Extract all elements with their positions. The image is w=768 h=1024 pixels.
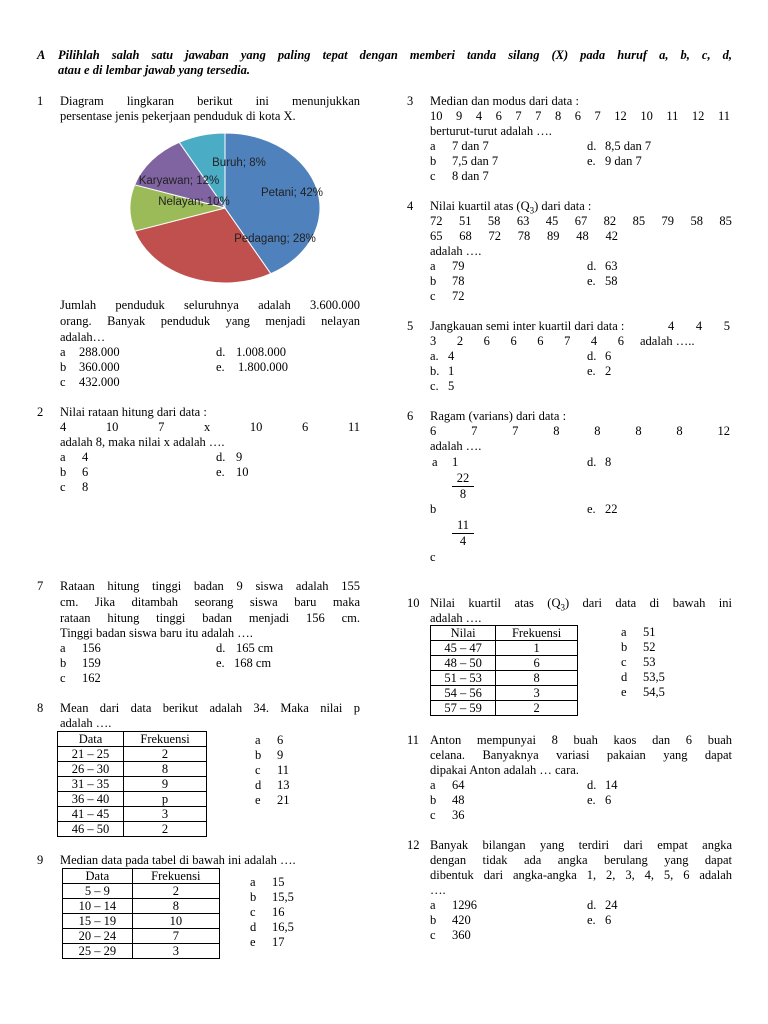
table-cell: 51 – 53 bbox=[431, 671, 496, 686]
q6-fraction-22-8: $\frac{22}{8}$ bbox=[452, 471, 474, 502]
q12-line-4: …. bbox=[430, 883, 446, 897]
pie-label-nelayan: Nelayan; 10% bbox=[158, 196, 230, 208]
table-cell: 15 – 19 bbox=[63, 914, 133, 929]
q6-line-1: Ragam (varians) dari data : bbox=[430, 409, 567, 423]
data-value: 6 bbox=[510, 334, 517, 348]
table-row bbox=[63, 899, 220, 914]
data-value: 51 bbox=[458, 214, 472, 228]
table-cell: 5 – 9 bbox=[63, 884, 133, 899]
instruction-line-1: Pilihlah salah satu jawaban yang paling tepat dengan memberi tanda silang (X) pada huruf a, b, c, d, bbox=[58, 48, 732, 62]
data-value: 7 bbox=[512, 424, 519, 438]
data-value: 8 bbox=[676, 424, 683, 438]
data-value: 10 bbox=[640, 109, 653, 123]
q4-number: 4 bbox=[407, 199, 414, 213]
table-cell: 8 bbox=[132, 899, 219, 914]
q6-number: 6 bbox=[407, 409, 414, 423]
q5-data-row-2 bbox=[430, 334, 624, 349]
q9-frequency-table bbox=[62, 868, 220, 959]
data-value: 12 bbox=[691, 109, 705, 123]
data-value: 7 bbox=[158, 420, 165, 434]
table-row bbox=[431, 686, 578, 701]
data-value: 85 bbox=[719, 214, 732, 228]
q3-line-3: berturut-turut adalah …. bbox=[430, 124, 552, 138]
table-row bbox=[58, 792, 207, 807]
table-row bbox=[431, 671, 578, 686]
table-row bbox=[63, 914, 220, 929]
table-cell: 3 bbox=[496, 686, 578, 701]
table-row bbox=[63, 944, 220, 959]
table-header-cell: Data bbox=[63, 869, 133, 884]
q2-number: 2 bbox=[37, 405, 44, 419]
q8-frequency-table bbox=[57, 731, 207, 837]
table-header-cell: Frekuensi bbox=[496, 626, 578, 641]
q6-data-row bbox=[430, 424, 730, 439]
q12-line-3: dibentuk dari angka-angka 1, 2, 3, 4, 5, 6 adalah bbox=[430, 868, 732, 882]
table-cell: 26 – 30 bbox=[58, 762, 124, 777]
data-value: 82 bbox=[603, 214, 617, 228]
data-value: 72 bbox=[488, 229, 501, 243]
q8-line-1: Mean dari data berikut adalah 34. Maka nilai p bbox=[60, 701, 360, 715]
q1-line-2: persentase jenis pekerjaan penduduk di kota X. bbox=[60, 109, 296, 123]
table-cell: 36 – 40 bbox=[58, 792, 124, 807]
q10-line-1: Nilai kuartil atas $(Q_3)$ dari data di bawah ini bbox=[430, 596, 732, 613]
q9-line-1: Median data pada tabel di bawah ini adalah …. bbox=[60, 853, 296, 867]
pie-chart bbox=[124, 130, 324, 290]
table-header-row bbox=[58, 732, 207, 747]
section-letter: A bbox=[37, 48, 46, 62]
q5-line-1: Jangkauan semi inter kuartil dari data : bbox=[430, 319, 625, 333]
q1-after-line-3: adalah… bbox=[60, 330, 106, 344]
data-value: 11 bbox=[717, 109, 730, 123]
table-row bbox=[58, 747, 207, 762]
table-cell: 10 – 14 bbox=[63, 899, 133, 914]
data-value: 8 bbox=[594, 424, 601, 438]
table-row bbox=[58, 807, 207, 822]
q11-line-1: Anton mempunyai 8 buah kaos dan 6 buah bbox=[430, 733, 732, 747]
data-value: 72 bbox=[430, 214, 443, 228]
data-value: 6 bbox=[617, 334, 624, 348]
data-value: 3 bbox=[430, 334, 437, 348]
table-row bbox=[431, 656, 578, 671]
q3-line-1: Median dan modus dari data : bbox=[430, 94, 579, 108]
data-value: 4 bbox=[695, 319, 703, 333]
q10-number: 10 bbox=[407, 596, 420, 610]
data-value: 4 bbox=[475, 109, 483, 123]
data-value: 10 bbox=[430, 109, 443, 123]
data-value: 42 bbox=[605, 229, 618, 243]
table-row bbox=[58, 762, 207, 777]
table-cell: 6 bbox=[496, 656, 578, 671]
table-cell: 1 bbox=[496, 641, 578, 656]
q12-number: 12 bbox=[407, 838, 420, 852]
q12-line-2: dengan tidak ada angka berulang yang dapat bbox=[430, 853, 732, 867]
data-value: 85 bbox=[632, 214, 646, 228]
q11-number: 11 bbox=[407, 733, 420, 747]
data-value: 65 bbox=[430, 229, 443, 243]
table-cell: 10 bbox=[132, 914, 219, 929]
q7-line-1: Rataan hitung tinggi badan 9 siswa adalah 155 bbox=[60, 579, 360, 593]
data-value: 78 bbox=[517, 229, 531, 243]
q11-line-2: celana. Banyaknya variasi pakaian yang dapat bbox=[430, 748, 732, 762]
data-value: 6 bbox=[302, 420, 309, 434]
table-header-cell: Nilai bbox=[431, 626, 496, 641]
q7-line-2: cm. Jika ditambah seorang siswa baru maka bbox=[60, 595, 360, 609]
data-value: 63 bbox=[516, 214, 530, 228]
table-row bbox=[58, 822, 207, 837]
q1-line-1: Diagram lingkaran berikut ini menunjukkan bbox=[60, 94, 360, 108]
table-cell: 45 – 47 bbox=[431, 641, 496, 656]
q6-fraction-11-4: $\frac{11}{4}$ bbox=[452, 518, 474, 549]
data-value: 67 bbox=[574, 214, 588, 228]
table-row bbox=[431, 701, 578, 716]
q10-line-2: adalah …. bbox=[430, 611, 482, 625]
q4-line-4: adalah …. bbox=[430, 244, 482, 258]
table-cell: 2 bbox=[132, 884, 219, 899]
table-cell: 3 bbox=[124, 807, 207, 822]
q10-frequency-table bbox=[430, 625, 578, 716]
data-value: 10 bbox=[105, 420, 119, 434]
data-value: 10 bbox=[249, 420, 263, 434]
table-cell: 2 bbox=[124, 747, 207, 762]
table-header-cell: Frekuensi bbox=[124, 732, 207, 747]
data-value: 7 bbox=[564, 334, 571, 348]
q1-after-line-1: Jumlah penduduk seluruhnya adalah 3.600.000 bbox=[60, 298, 360, 312]
table-cell: 21 – 25 bbox=[58, 747, 124, 762]
data-value: 4 bbox=[668, 319, 675, 333]
q2-data-row bbox=[60, 420, 360, 435]
data-value: 7 bbox=[594, 109, 601, 123]
table-header-cell: Frekuensi bbox=[132, 869, 219, 884]
q3-number: 3 bbox=[407, 94, 414, 108]
data-value: 68 bbox=[459, 229, 472, 243]
data-value: 12 bbox=[614, 109, 627, 123]
table-cell: 9 bbox=[124, 777, 207, 792]
table-cell: 2 bbox=[496, 701, 578, 716]
q7-number: 7 bbox=[37, 579, 44, 593]
table-header-row bbox=[63, 869, 220, 884]
data-value: 6 bbox=[430, 424, 437, 438]
pie-label-petani: Petani; 42% bbox=[260, 187, 324, 199]
table-cell: p bbox=[124, 792, 207, 807]
q4-line-1: Nilai kuartil atas $(Q_3)$ dari data : bbox=[430, 199, 592, 216]
q8-line-2: adalah …. bbox=[60, 716, 112, 730]
instruction-line-2: atau e di lembar jawab yang tersedia. bbox=[58, 63, 251, 77]
table-header-row bbox=[431, 626, 578, 641]
data-value: 9 bbox=[456, 109, 463, 123]
q11-line-3: dipakai Anton adalah … cara. bbox=[430, 763, 579, 777]
q8-number: 8 bbox=[37, 701, 44, 715]
q2-line-1: Nilai rataan hitung dari data : bbox=[60, 405, 207, 419]
data-value: 8 bbox=[635, 424, 642, 438]
q9-number: 9 bbox=[37, 853, 44, 867]
data-value: 58 bbox=[690, 214, 703, 228]
q5-row2-tail: adalah ….. bbox=[640, 334, 695, 348]
table-row bbox=[58, 777, 207, 792]
table-cell: 8 bbox=[124, 762, 207, 777]
table-cell: 20 – 24 bbox=[63, 929, 133, 944]
table-cell: 46 – 50 bbox=[58, 822, 124, 837]
data-value: 7 bbox=[471, 424, 478, 438]
data-value: 11 bbox=[666, 109, 679, 123]
table-cell: 25 – 29 bbox=[63, 944, 133, 959]
data-value: 12 bbox=[717, 424, 730, 438]
data-value: 6 bbox=[495, 109, 502, 123]
pie-label-buruh: Buruh; 8% bbox=[212, 157, 266, 169]
table-cell: 31 – 35 bbox=[58, 777, 124, 792]
q6-line-3: adalah …. bbox=[430, 439, 482, 453]
data-value: 48 bbox=[576, 229, 589, 243]
q2-line-3: adalah 8, maka nilai x adalah …. bbox=[60, 435, 225, 449]
table-cell: 2 bbox=[124, 822, 207, 837]
table-header-cell: Data bbox=[58, 732, 124, 747]
q5-data-row-1 bbox=[668, 319, 730, 334]
q7-line-4: Tinggi badan siswa baru itu adalah …. bbox=[60, 626, 253, 640]
table-cell: 54 – 56 bbox=[431, 686, 496, 701]
data-value: 6 bbox=[574, 109, 581, 123]
data-value: 8 bbox=[554, 109, 562, 123]
data-value: 6 bbox=[483, 334, 490, 348]
q12-line-1: Banyak bilangan yang terdiri dari empat angka bbox=[430, 838, 732, 852]
pie-label-pedagang: Pedagang; 28% bbox=[234, 233, 316, 245]
pie-label-karyawan: Karyawan; 12% bbox=[138, 175, 220, 187]
data-value: 8 bbox=[553, 424, 560, 438]
data-value: 7 bbox=[515, 109, 522, 123]
table-cell: 48 – 50 bbox=[431, 656, 496, 671]
table-cell: 41 – 45 bbox=[58, 807, 124, 822]
q3-data-row bbox=[430, 109, 730, 124]
table-cell: 3 bbox=[132, 944, 219, 959]
q5-number: 5 bbox=[407, 319, 414, 333]
q4-data-row-2 bbox=[430, 229, 618, 244]
q1-number: 1 bbox=[37, 94, 44, 108]
table-cell: 8 bbox=[496, 671, 578, 686]
data-value: 89 bbox=[547, 229, 560, 243]
table-cell: 57 – 59 bbox=[431, 701, 496, 716]
table-row bbox=[63, 929, 220, 944]
table-row bbox=[63, 884, 220, 899]
data-value: 58 bbox=[487, 214, 501, 228]
q1-after-line-2: orang. Banyak penduduk yang menjadi nelayan bbox=[60, 314, 360, 328]
data-value: 2 bbox=[456, 334, 464, 348]
data-value: 7 bbox=[535, 109, 542, 123]
data-value: 79 bbox=[661, 214, 674, 228]
data-value: 11 bbox=[347, 420, 360, 434]
data-value: 5 bbox=[723, 319, 730, 333]
data-value: 4 bbox=[590, 334, 598, 348]
q7-line-3: rataan hitung tinggi badan menjadi 156 cm. bbox=[60, 611, 360, 625]
table-cell: 7 bbox=[132, 929, 219, 944]
data-value: x bbox=[203, 420, 211, 434]
data-value: 45 bbox=[545, 214, 559, 228]
data-value: 4 bbox=[60, 420, 67, 434]
data-value: 6 bbox=[537, 334, 544, 348]
q4-data-row-1 bbox=[430, 214, 732, 229]
table-row bbox=[431, 641, 578, 656]
